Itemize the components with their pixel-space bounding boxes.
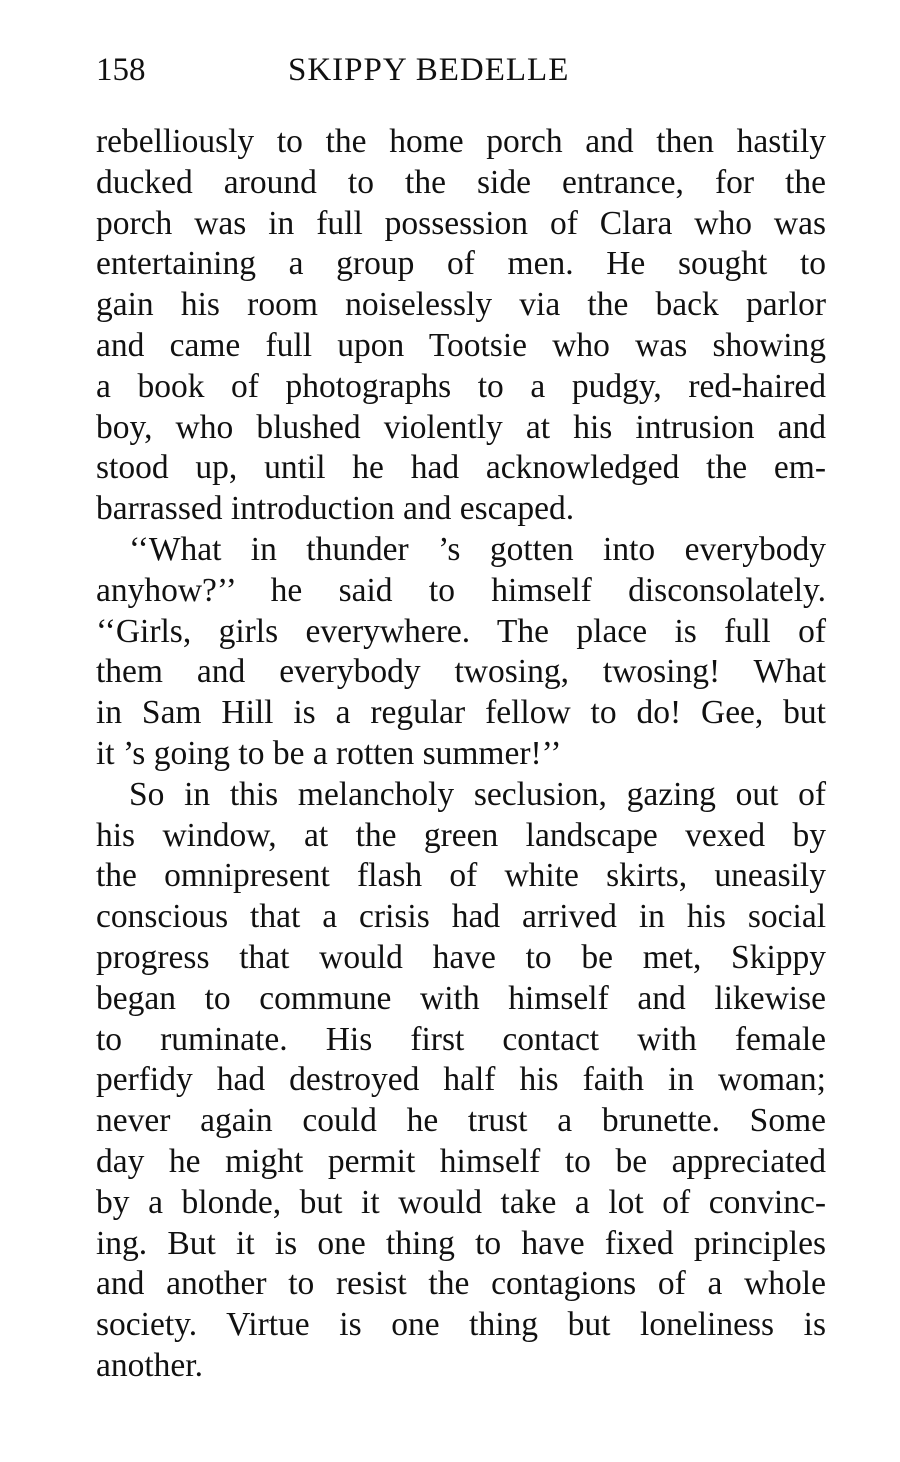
- text-line: So in this melancholy seclusion, gazing out of: [129, 775, 826, 813]
- text-line: and came full upon Tootsie who was showing: [96, 326, 826, 364]
- body-text: [96, 122, 826, 1387]
- text-line: by a blonde, but it would take a lot of convinc-: [96, 1183, 826, 1221]
- text-line: anyhow?’’ he said to himself disconsolately.: [96, 571, 826, 609]
- text-line: perfidy had destroyed half his faith in woman;: [96, 1061, 826, 1099]
- running-title: SKIPPY BEDELLE: [288, 52, 570, 88]
- text-line: never again could he trust a brunette. Some: [96, 1102, 826, 1140]
- text-line: ing. But it is one thing to have fixed principles: [96, 1224, 826, 1262]
- text-line: barrassed introduction and escaped.: [96, 490, 575, 528]
- text-line: began to commune with himself and likewise: [96, 979, 826, 1017]
- text-line: his window, at the green landscape vexed by: [96, 816, 826, 854]
- text-line: in Sam Hill is a regular fellow to do! Gee, but: [96, 694, 826, 732]
- text-line: conscious that a crisis had arrived in his social: [96, 898, 826, 936]
- text-line: them and everybody twosing, twosing! What: [96, 653, 826, 691]
- text-line: ducked around to the side entrance, for the: [96, 163, 826, 201]
- text-line: it ’s going to be a rotten summer!’’: [96, 734, 562, 772]
- running-head: [96, 48, 830, 92]
- text-line: to ruminate. His first contact with female: [96, 1020, 826, 1058]
- text-line: porch was in full possession of Clara who was: [96, 204, 826, 242]
- text-line: a book of photographs to a pudgy, red-haired: [96, 367, 826, 405]
- text-line: boy, who blushed violently at his intrusion and: [96, 408, 826, 446]
- text-line: the omnipresent flash of white skirts, uneasily: [96, 857, 826, 895]
- page-number: 158: [96, 52, 146, 88]
- text-line: progress that would have to be met, Skippy: [96, 938, 826, 976]
- text-line: gain his room noiselessly via the back parlor: [96, 286, 826, 324]
- text-line: another.: [96, 1346, 203, 1384]
- text-line: and another to resist the contagions of a whole: [96, 1265, 826, 1303]
- text-line: society. Virtue is one thing but loneliness is: [96, 1306, 826, 1344]
- text-line: day he might permit himself to be appreciated: [96, 1142, 826, 1180]
- text-line: ‘‘What in thunder ’s gotten into everybody: [129, 530, 826, 568]
- text-line: ‘‘Girls, girls everywhere. The place is full of: [96, 612, 826, 650]
- text-line: entertaining a group of men. He sought to: [96, 245, 826, 283]
- text-line: rebelliously to the home porch and then hastily: [96, 123, 826, 160]
- text-line: stood up, until he had acknowledged the em-: [96, 449, 826, 487]
